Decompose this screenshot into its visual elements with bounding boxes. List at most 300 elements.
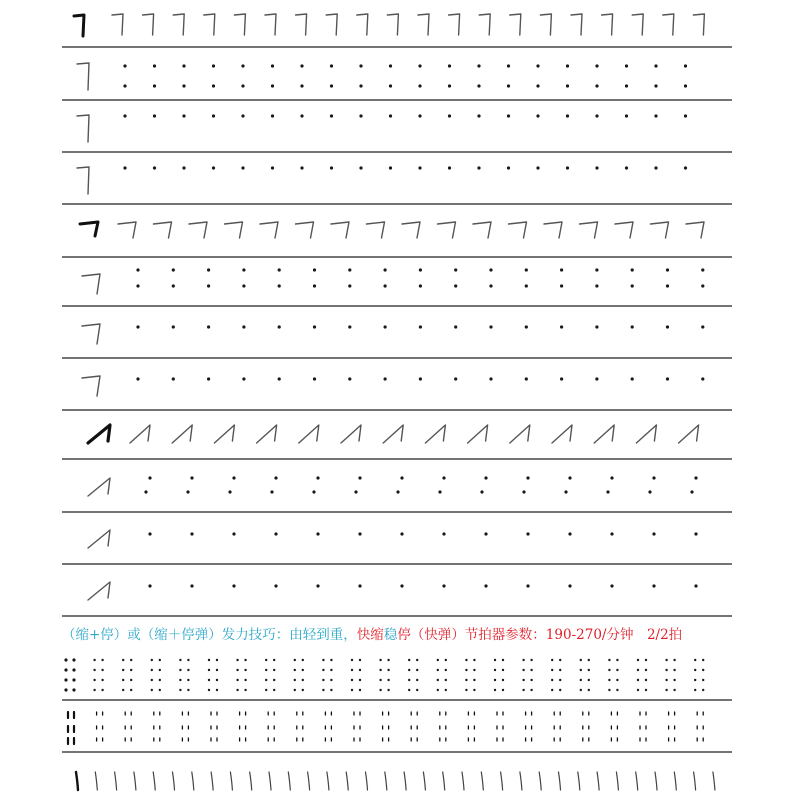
guide-dot — [144, 490, 147, 493]
guide-dot — [182, 64, 185, 67]
guide-dot — [400, 584, 403, 587]
stroke-glyph — [88, 478, 110, 496]
slash-stroke — [443, 772, 445, 790]
guide-dot — [526, 532, 529, 535]
guide-dot — [566, 64, 569, 67]
guide-dot — [489, 377, 492, 380]
stroke-glyph — [632, 14, 643, 35]
stroke-glyph — [341, 425, 361, 443]
guide-dot — [242, 268, 245, 271]
guide-dot — [241, 166, 244, 169]
guide-dot — [610, 584, 613, 587]
guide-dot — [525, 268, 528, 271]
vertical-pair-column — [554, 712, 560, 741]
vertical-pair-column — [611, 712, 617, 741]
guide-dot — [564, 490, 567, 493]
guide-dot — [330, 114, 333, 117]
guide-dot — [489, 284, 492, 287]
slash-stroke — [95, 772, 97, 790]
vertical-pair-column — [411, 712, 417, 741]
guide-dot — [389, 166, 392, 169]
guide-dot — [418, 84, 421, 87]
stroke-glyph — [173, 14, 184, 35]
guide-dot — [625, 84, 628, 87]
stroke-glyph — [418, 14, 429, 35]
stroke-glyph — [636, 425, 656, 443]
slash-stroke — [520, 772, 522, 790]
stroke-glyph — [143, 14, 154, 35]
guide-dot — [359, 166, 362, 169]
guide-dot — [701, 377, 704, 380]
guide-dot — [560, 268, 563, 271]
guide-dot — [123, 84, 126, 87]
guide-dot — [454, 284, 457, 287]
guide-dot — [631, 284, 634, 287]
stroke-glyph — [172, 425, 192, 443]
vertical-pair-column — [154, 712, 160, 741]
guide-dot — [442, 476, 445, 479]
guide-dot — [190, 584, 193, 587]
guide-dot — [477, 84, 480, 87]
stroke-glyph — [571, 14, 582, 35]
stroke-glyph — [88, 582, 110, 600]
double-dot-column — [637, 659, 647, 691]
guide-dot — [278, 325, 281, 328]
guide-dot — [330, 166, 333, 169]
guide-dot — [359, 64, 362, 67]
slash-stroke — [694, 772, 696, 790]
guide-dot — [153, 64, 156, 67]
double-dot-column — [551, 659, 561, 691]
guide-dot — [568, 584, 571, 587]
guide-dot — [701, 284, 704, 287]
vertical-pair-column — [97, 712, 103, 741]
guide-dot — [136, 284, 139, 287]
guide-dot — [595, 64, 598, 67]
stroke-glyph — [425, 425, 445, 443]
stroke-glyph — [479, 14, 490, 35]
guide-dot — [654, 84, 657, 87]
guide-dot — [278, 377, 281, 380]
slash-stroke — [462, 772, 464, 790]
guide-dot — [536, 84, 539, 87]
guide-dot — [396, 490, 399, 493]
guide-dot — [359, 114, 362, 117]
guide-dot — [454, 325, 457, 328]
guide-dot — [242, 284, 245, 287]
guide-dot — [684, 84, 687, 87]
guide-dot — [348, 377, 351, 380]
stroke-glyph — [615, 222, 633, 238]
guide-dot — [419, 377, 422, 380]
slash-stroke — [481, 772, 483, 790]
guide-dot — [241, 84, 244, 87]
stroke-glyph — [387, 14, 398, 35]
guide-dot — [228, 490, 231, 493]
guide-dot — [694, 584, 697, 587]
vertical-pair-column — [68, 712, 74, 744]
guide-dot — [389, 84, 392, 87]
stroke-glyph — [77, 115, 89, 142]
stroke-glyph — [214, 425, 234, 443]
stroke-glyph — [651, 222, 669, 238]
stroke-glyph — [77, 167, 89, 194]
slash-stroke — [288, 772, 290, 790]
guide-dot — [384, 325, 387, 328]
guide-dot — [560, 325, 563, 328]
guide-dot — [148, 584, 151, 587]
guide-dot — [207, 325, 210, 328]
slash-stroke — [211, 772, 213, 790]
guide-dot — [484, 532, 487, 535]
guide-dot — [652, 476, 655, 479]
vertical-pair-column — [268, 712, 274, 741]
guide-dot — [484, 584, 487, 587]
guide-dot — [316, 532, 319, 535]
stroke-glyph — [234, 14, 245, 35]
guide-dot — [136, 377, 139, 380]
guide-dot — [313, 284, 316, 287]
guide-dot — [652, 532, 655, 535]
guide-dot — [172, 377, 175, 380]
vertical-pair-column — [640, 712, 646, 741]
guide-dot — [182, 84, 185, 87]
guide-dot — [666, 325, 669, 328]
guide-dot — [274, 476, 277, 479]
guide-dot — [525, 325, 528, 328]
guide-dot — [701, 268, 704, 271]
guide-dot — [182, 166, 185, 169]
vertical-pair-column — [526, 712, 532, 741]
slash-stroke — [404, 772, 406, 790]
guide-dot — [666, 377, 669, 380]
stroke-glyph — [112, 14, 123, 35]
guide-dot — [148, 532, 151, 535]
guide-dot — [136, 325, 139, 328]
slash-stroke — [385, 772, 387, 790]
slash-stroke — [134, 772, 136, 790]
guide-dot — [172, 268, 175, 271]
double-dot-column — [465, 659, 475, 691]
guide-dot — [507, 114, 510, 117]
vertical-pair-column — [125, 712, 131, 741]
guide-dot — [525, 377, 528, 380]
guide-dot — [595, 284, 598, 287]
slash-stroke — [308, 772, 310, 790]
guide-dot — [313, 325, 316, 328]
guide-dot — [207, 268, 210, 271]
stroke-glyph — [299, 425, 319, 443]
stroke-glyph — [468, 425, 488, 443]
stroke-glyph — [257, 425, 277, 443]
guide-dot — [190, 476, 193, 479]
slash-stroke — [269, 772, 271, 790]
guide-dot — [442, 584, 445, 587]
guide-dot — [536, 114, 539, 117]
stroke-glyph — [449, 14, 460, 35]
guide-dot — [123, 166, 126, 169]
double-dot-column — [494, 659, 504, 691]
guide-dot — [595, 114, 598, 117]
guide-dot — [631, 377, 634, 380]
guide-dot — [526, 584, 529, 587]
slash-stroke — [655, 772, 657, 790]
stroke-glyph — [552, 425, 572, 443]
guide-dot — [123, 64, 126, 67]
guide-dot — [274, 532, 277, 535]
slash-stroke — [250, 772, 252, 790]
guide-dot — [684, 64, 687, 67]
double-dot-column — [408, 659, 418, 691]
stroke-glyph — [326, 14, 337, 35]
guide-dot — [153, 84, 156, 87]
guide-dot — [684, 166, 687, 169]
guide-dot — [278, 284, 281, 287]
guide-dot — [536, 64, 539, 67]
guide-dot — [232, 476, 235, 479]
guide-dot — [448, 114, 451, 117]
guide-dot — [148, 476, 151, 479]
guide-dot — [207, 377, 210, 380]
guide-dot — [300, 84, 303, 87]
stroke-glyph — [663, 14, 674, 35]
guide-dot — [274, 584, 277, 587]
guide-dot — [694, 476, 697, 479]
vertical-pair-column — [182, 712, 188, 741]
guide-dot — [313, 268, 316, 271]
instruction-line — [62, 622, 762, 648]
guide-dot — [354, 490, 357, 493]
guide-dot — [384, 268, 387, 271]
stroke-glyph — [383, 425, 403, 443]
guide-dot — [419, 268, 422, 271]
guide-dot — [242, 377, 245, 380]
guide-dot — [153, 166, 156, 169]
guide-dot — [212, 166, 215, 169]
vertical-pair-column — [354, 712, 360, 741]
guide-dot — [701, 325, 704, 328]
guide-dot — [631, 325, 634, 328]
guide-dot — [330, 64, 333, 67]
double-dot-column — [665, 659, 675, 691]
stroke-glyph — [130, 425, 150, 443]
guide-dot — [212, 64, 215, 67]
guide-dot — [606, 490, 609, 493]
guide-dot — [182, 114, 185, 117]
stroke-glyph — [296, 222, 314, 238]
instruction-part4: 停（ — [397, 627, 425, 643]
guide-dot — [625, 114, 628, 117]
slash-stroke — [616, 772, 618, 790]
stroke-glyph — [154, 222, 172, 238]
stroke-glyph — [679, 425, 699, 443]
stroke-glyph — [510, 14, 521, 35]
slash-stroke — [423, 772, 425, 790]
guide-dot — [568, 476, 571, 479]
guide-dot — [418, 114, 421, 117]
guide-dot — [522, 490, 525, 493]
slash-stroke — [501, 772, 503, 790]
guide-dot — [136, 268, 139, 271]
stroke-glyph — [540, 14, 551, 35]
stroke-glyph — [357, 14, 368, 35]
stroke-glyph — [204, 14, 215, 35]
guide-dot — [595, 325, 598, 328]
guide-dot — [595, 377, 598, 380]
guide-dot — [271, 84, 274, 87]
guide-dot — [477, 114, 480, 117]
slash-stroke — [173, 772, 175, 790]
slash-stroke — [153, 772, 155, 790]
guide-dot — [348, 268, 351, 271]
double-dot-column — [694, 659, 704, 691]
double-dot-column — [294, 659, 304, 691]
guide-dot — [300, 114, 303, 117]
double-dot-column — [236, 659, 246, 691]
guide-dot — [560, 284, 563, 287]
slash-stroke — [366, 772, 368, 790]
slash-stroke — [559, 772, 561, 790]
guide-dot — [153, 114, 156, 117]
guide-dot — [241, 114, 244, 117]
guide-dot — [207, 284, 210, 287]
vertical-pair-column — [211, 712, 217, 741]
double-dot-column — [122, 659, 132, 691]
stroke-glyph — [402, 222, 420, 238]
slash-stroke — [192, 772, 194, 790]
stroke-glyph — [88, 530, 110, 548]
guide-dot — [566, 84, 569, 87]
guide-dot — [684, 114, 687, 117]
guide-dot — [212, 84, 215, 87]
stroke-glyph — [80, 222, 98, 236]
double-dot-column — [93, 659, 103, 691]
guide-dot — [568, 532, 571, 535]
guide-dot — [484, 476, 487, 479]
guide-dot — [666, 284, 669, 287]
guide-dot — [654, 166, 657, 169]
guide-dot — [271, 166, 274, 169]
instruction-part5: 快弹 — [424, 627, 452, 643]
stroke-glyph — [580, 222, 598, 238]
guide-dot — [566, 114, 569, 117]
guide-dot — [186, 490, 189, 493]
slash-stroke — [230, 772, 232, 790]
guide-dot — [666, 268, 669, 271]
stroke-glyph — [77, 63, 89, 90]
instruction-part2: 快缩 — [356, 627, 384, 643]
guide-dot — [625, 166, 628, 169]
guide-dot — [419, 284, 422, 287]
guide-dot — [359, 84, 362, 87]
stroke-glyph — [510, 425, 530, 443]
guide-dot — [348, 284, 351, 287]
guide-dot — [448, 166, 451, 169]
slash-stroke — [597, 772, 599, 790]
slash-stroke — [713, 772, 715, 790]
guide-dot — [419, 325, 422, 328]
guide-dot — [507, 64, 510, 67]
vertical-pair-column — [297, 712, 303, 741]
vertical-pair-column — [697, 712, 703, 741]
guide-dot — [330, 84, 333, 87]
vertical-pair-column — [325, 712, 331, 741]
vertical-pair-column — [497, 712, 503, 741]
guide-dot — [595, 84, 598, 87]
stroke-glyph — [225, 222, 243, 238]
double-dot-column — [179, 659, 189, 691]
stroke-glyph — [82, 274, 100, 294]
stroke-glyph — [331, 222, 349, 238]
slash-stroke — [636, 772, 638, 790]
stroke-glyph — [544, 222, 562, 238]
vertical-pair-column — [583, 712, 589, 741]
guide-dot — [610, 532, 613, 535]
guide-dot — [418, 64, 421, 67]
double-dot-column — [151, 659, 161, 691]
double-dot-column — [522, 659, 532, 691]
guide-dot — [389, 64, 392, 67]
stroke-glyph — [473, 222, 491, 238]
slash-stroke — [578, 772, 580, 790]
double-dot-column — [64, 658, 75, 691]
guide-dot — [489, 268, 492, 271]
guide-dot — [595, 166, 598, 169]
guide-dot — [384, 284, 387, 287]
guide-dot — [418, 166, 421, 169]
guide-dot — [242, 325, 245, 328]
double-dot-column — [351, 659, 361, 691]
guide-dot — [241, 64, 244, 67]
double-dot-column — [379, 659, 389, 691]
guide-dot — [690, 490, 693, 493]
stroke-glyph — [88, 425, 110, 443]
vertical-pair-column — [440, 712, 446, 741]
guide-dot — [507, 84, 510, 87]
stroke-glyph — [82, 324, 100, 344]
guide-dot — [477, 64, 480, 67]
guide-dot — [358, 584, 361, 587]
vertical-pair-column — [468, 712, 474, 741]
guide-dot — [384, 377, 387, 380]
instruction-part6: ）节拍器参数：190-270/分钟 2/2拍 — [451, 627, 683, 643]
instruction-part3: 稳 — [383, 627, 398, 643]
guide-dot — [316, 476, 319, 479]
stroke-glyph — [367, 222, 385, 238]
slash-stroke — [539, 772, 541, 790]
guide-dot — [190, 532, 193, 535]
guide-dot — [595, 268, 598, 271]
stroke-glyph — [189, 222, 207, 238]
guide-dot — [566, 166, 569, 169]
guide-dot — [652, 584, 655, 587]
guide-dot — [232, 584, 235, 587]
guide-dot — [442, 532, 445, 535]
guide-dot — [454, 377, 457, 380]
stroke-glyph — [296, 14, 307, 35]
double-dot-column — [208, 659, 218, 691]
guide-dot — [212, 114, 215, 117]
instruction-part1: （缩+停）或（缩＋停弹）发力技巧：由轻到重， — [62, 627, 357, 643]
guide-dot — [278, 268, 281, 271]
guide-dot — [400, 532, 403, 535]
guide-dot — [271, 64, 274, 67]
stroke-glyph — [693, 14, 704, 35]
guide-dot — [654, 114, 657, 117]
stroke-glyph — [686, 222, 704, 238]
double-dot-column — [580, 659, 590, 691]
guide-dot — [271, 114, 274, 117]
